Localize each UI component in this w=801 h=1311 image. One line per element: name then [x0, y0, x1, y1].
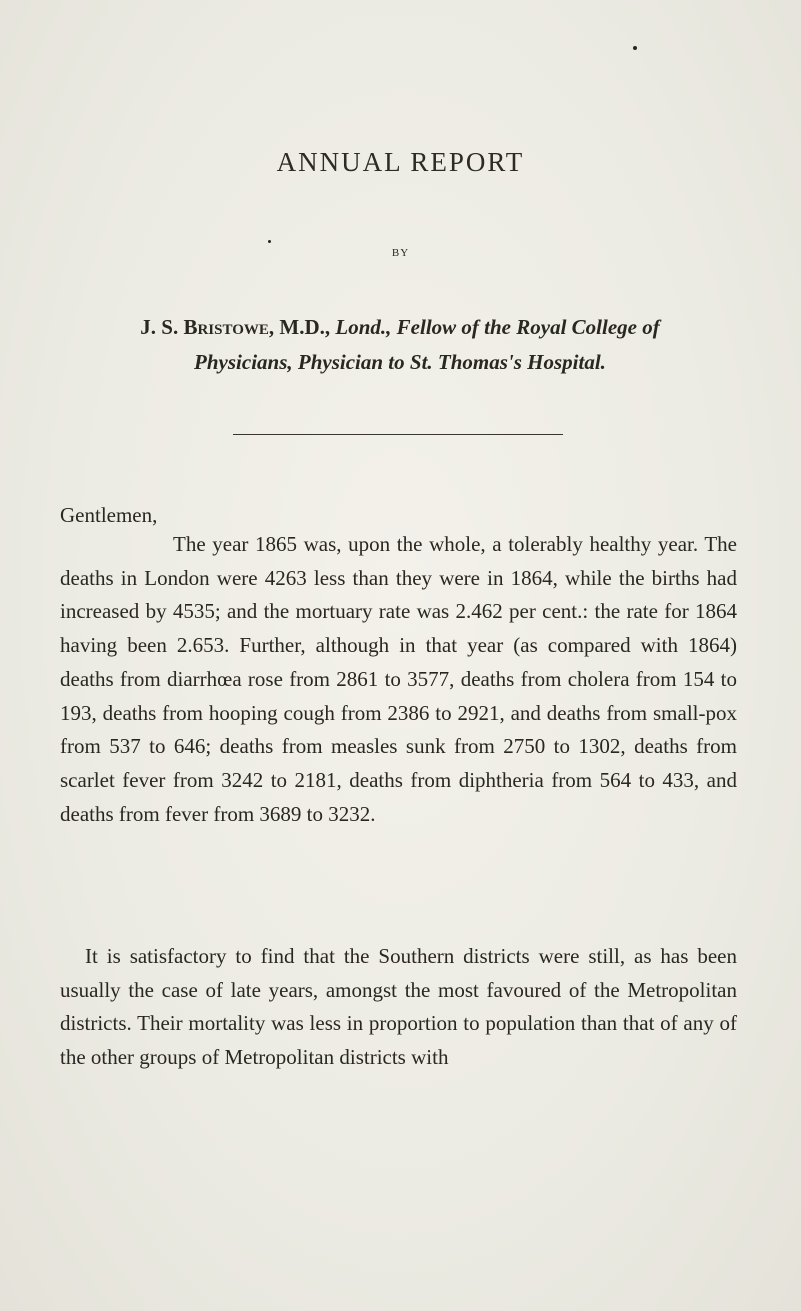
- paragraph-2: It is satisfactory to find that the Southern districts were still, as has been usually the case of late years, amongst the most favoured of the Metropolitan districts. Their mortality was less in proportion to population than that of any of the other groups of Metropolitan districts with: [60, 944, 737, 1070]
- report-title: ANNUAL REPORT: [276, 147, 525, 177]
- author-degree: M.D.,: [279, 315, 331, 339]
- salutation: Gentlemen,: [60, 503, 158, 527]
- paragraph-1: The year 1865 was, upon the whole, a tolerably healthy year. The deaths in London were 4263 less than they were in 1864, while the births had increased by 4535; and the mortuary rate was 2.462 per cent.: the rate for 1864 having been 2.653. Further, although in that year (as compared with 1864) deaths from diarrhœa rose from 2861 to 3577, deaths from cholera from 154 to 193, deaths from hooping cough from 2386 to 2921, and deaths from small-pox from 537 to 646; deaths from measles sunk from 2750 to 1302, deaths from scarlet fever from 3242 to 2181, deaths from diphtheria from 564 to 433, and deaths from fever from 3689 to 3232.: [60, 532, 737, 826]
- author-block: J. S. Bristowe, M.D., Lond., Fellow of the Royal College of Physicians, Physician to St. Thomas's Hospital.: [140, 315, 660, 374]
- author-surname: Bristowe: [183, 315, 269, 339]
- ink-speck: [268, 240, 271, 243]
- author-initials: J. S.: [140, 315, 179, 339]
- by-label: BY: [391, 247, 410, 259]
- author-credentials-line1: Lond., Fellow of the Royal College of: [335, 315, 660, 339]
- author-credentials-line2: Physicians, Physician to St. Thomas's Hospital.: [194, 350, 606, 374]
- section-divider: [233, 434, 563, 435]
- ink-speck: [633, 46, 637, 50]
